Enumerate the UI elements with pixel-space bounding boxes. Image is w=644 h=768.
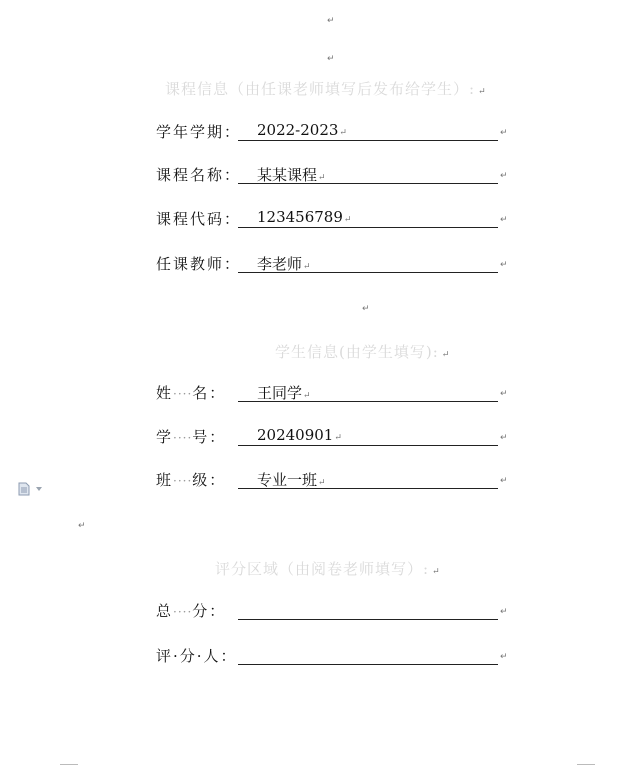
- field-course-code[interactable]: [156, 208, 516, 230]
- section-title-student: 学生信息(由学生填写): ↵: [275, 343, 450, 361]
- chevron-down-icon[interactable]: [36, 487, 42, 491]
- underline: [238, 227, 498, 228]
- paragraph-mark: ↵: [327, 54, 335, 64]
- underline: [238, 664, 498, 665]
- field-label: 学····号：: [156, 428, 227, 446]
- field-label: 课程代码：: [156, 210, 242, 228]
- section-title-course: 课程信息（由任课老师填写后发布给学生）: ↵: [165, 80, 486, 98]
- paragraph-mark: ↵: [500, 389, 508, 399]
- field-course-name[interactable]: [156, 164, 516, 186]
- underline: [238, 140, 498, 141]
- field-value: 20240901↵: [257, 426, 342, 444]
- paragraph-mark: ↵: [327, 16, 335, 26]
- paragraph-mark: ↵: [362, 304, 370, 314]
- paragraph-mark: ↵: [500, 433, 508, 443]
- paragraph-mark: ↵: [500, 128, 508, 138]
- underline: [238, 445, 498, 446]
- field-label: 姓····名：: [156, 384, 227, 402]
- section-title-score: 评分区域（由阅卷老师填写）: ↵: [215, 560, 440, 578]
- field-student-name[interactable]: [156, 382, 516, 404]
- paragraph-mark: ↵: [500, 652, 508, 662]
- paragraph-mark: ↵: [500, 476, 508, 486]
- field-value: 123456789↵: [257, 208, 352, 226]
- paragraph-mark: ↵: [500, 607, 508, 617]
- field-label: 课程名称：: [156, 166, 242, 184]
- underline: [238, 619, 498, 620]
- paragraph-mark: ↵: [500, 260, 508, 270]
- field-label: 总····分：: [156, 602, 227, 620]
- field-label: 班····级：: [156, 471, 227, 489]
- field-value: 李老师↵: [257, 255, 311, 273]
- field-teacher[interactable]: [156, 253, 516, 275]
- paragraph-mark: ↵: [78, 521, 86, 531]
- field-label: 任课教师：: [156, 255, 242, 273]
- page-corner-mark: [60, 764, 78, 765]
- field-value: 某某课程↵: [257, 166, 326, 184]
- field-value: 王同学↵: [257, 384, 311, 402]
- field-label: 学年学期：: [156, 123, 242, 141]
- document-icon[interactable]: [18, 482, 30, 496]
- field-value: 专业一班↵: [257, 471, 326, 489]
- field-academic-term[interactable]: [156, 121, 516, 143]
- field-grader[interactable]: [156, 645, 516, 667]
- page-corner-mark: [577, 764, 595, 765]
- field-student-class[interactable]: [156, 469, 516, 491]
- paragraph-mark: ↵: [500, 171, 508, 181]
- field-student-id[interactable]: [156, 426, 516, 448]
- field-total-score[interactable]: [156, 600, 516, 622]
- field-label: 评·分·人：: [156, 647, 238, 665]
- field-value: 2022-2023↵: [257, 121, 347, 139]
- paragraph-mark: ↵: [500, 215, 508, 225]
